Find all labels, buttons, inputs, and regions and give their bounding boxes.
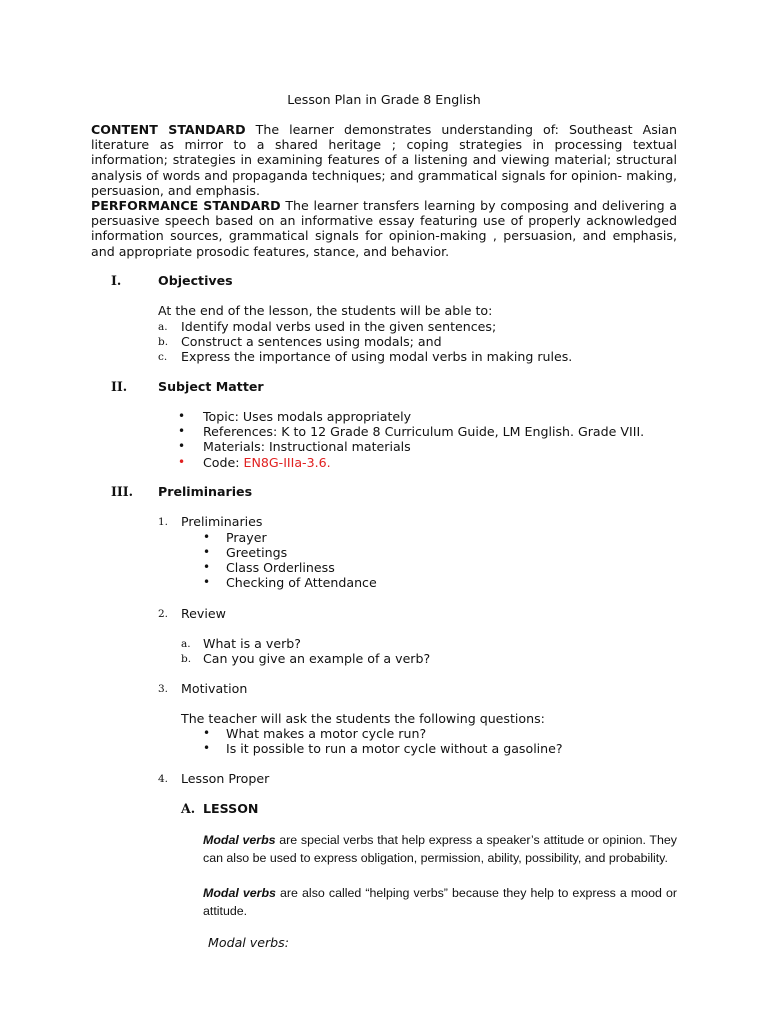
motivation-question: Is it possible to run a motor cycle without a gasoline? [226, 741, 563, 756]
section-numeral: I. [111, 273, 122, 288]
lesson-term: Modal verbs [203, 833, 276, 847]
motivation-intro: The teacher will ask the students the following questions: [181, 711, 545, 726]
review-item: What is a verb? [203, 636, 301, 651]
lesson-paragraph-text: are special verbs that help express a speaker’s attitude or opinion. They can also be used to express obligation, permission, ability, possibility, and probability. [203, 833, 677, 865]
step-marker: 1. [158, 516, 169, 528]
objective-item: Express the importance of using modal verbs in making rules. [181, 349, 573, 364]
content-standard [91, 122, 677, 198]
bullet-icon: • [178, 455, 186, 469]
section-heading-subject-matter: Subject Matter [158, 379, 264, 394]
bullet-icon: • [178, 439, 186, 453]
bullet-icon: • [203, 726, 211, 740]
subject-item: Topic: Uses modals appropriately [203, 409, 412, 424]
subsection-heading-lesson: LESSON [203, 801, 259, 816]
step-label: Review [181, 606, 226, 621]
list-marker: b. [181, 653, 192, 665]
section-numeral: II. [111, 379, 128, 394]
review-item: Can you give an example of a verb? [203, 651, 431, 666]
list-marker: a. [158, 321, 168, 333]
content-standard-text: The learner demonstrates understanding of: Southeast Asian literature as mirror to a shared heritage ; coping strategies in processing textual information; strategies in examining features of a listening and viewing material; structural analysis of words and propaganda techniques; and grammatical signals for opinion- making, persuasion, and emphasis. [91, 122, 677, 198]
document-title: Lesson Plan in Grade 8 English [287, 92, 481, 107]
section-numeral: III. [111, 484, 134, 499]
step-bullet: Prayer [226, 530, 267, 545]
step-bullet: Class Orderliness [226, 560, 335, 575]
section-heading-preliminaries: Preliminaries [158, 484, 253, 499]
motivation-question: What makes a motor cycle run? [226, 726, 427, 741]
content-standard-label: CONTENT STANDARD [91, 122, 246, 137]
step-label: Preliminaries [181, 514, 263, 529]
step-bullet: Greetings [226, 545, 288, 560]
bullet-icon: • [203, 545, 211, 559]
bullet-icon: • [203, 560, 211, 574]
bullet-icon: • [203, 741, 211, 755]
list-marker: c. [158, 351, 168, 363]
objective-item: Identify modal verbs used in the given sentences; [181, 319, 497, 334]
lesson-term: Modal verbs [203, 886, 276, 900]
step-marker: 2. [158, 608, 169, 620]
bullet-icon: • [203, 530, 211, 544]
objective-item: Construct a sentences using modals; and [181, 334, 442, 349]
bullet-icon: • [178, 424, 186, 438]
lesson-paragraph [203, 885, 677, 921]
list-marker: a. [181, 638, 191, 650]
performance-standard-text: The learner transfers learning by composing and delivering a persuasive speech based on an informative essay featuring use of properly acknowledged information sources, grammatical signals for opinion-making , persuasion, and emphasis, and appropriate prosodic features, stance, and behavior. [91, 198, 677, 259]
step-label: Lesson Proper [181, 771, 270, 786]
subsection-marker: A. [181, 801, 196, 816]
step-marker: 3. [158, 683, 169, 695]
subject-code-value: EN8G-IIIa-3.6. [243, 455, 331, 470]
subject-item: Materials: Instructional materials [203, 439, 411, 454]
subject-item: References: K to 12 Grade 8 Curriculum Guide, LM English. Grade VIII. [203, 424, 645, 439]
bullet-icon: • [203, 575, 211, 589]
section-heading-objectives: Objectives [158, 273, 233, 288]
list-marker: b. [158, 336, 169, 348]
step-bullet: Checking of Attendance [226, 575, 377, 590]
step-marker: 4. [158, 773, 169, 785]
step-label: Motivation [181, 681, 248, 696]
lesson-paragraph-text: are also called “helping verbs” because they help to express a mood or attitude. [203, 886, 677, 918]
subject-code [203, 455, 331, 470]
subject-code-label: Code: [203, 455, 244, 470]
modal-verbs-heading: Modal verbs: [208, 935, 289, 950]
lesson-paragraph [203, 832, 677, 868]
performance-standard [91, 198, 677, 259]
bullet-icon: • [178, 409, 186, 423]
performance-standard-label: PERFORMANCE STANDARD [91, 198, 281, 213]
objectives-intro: At the end of the lesson, the students will be able to: [158, 303, 493, 318]
